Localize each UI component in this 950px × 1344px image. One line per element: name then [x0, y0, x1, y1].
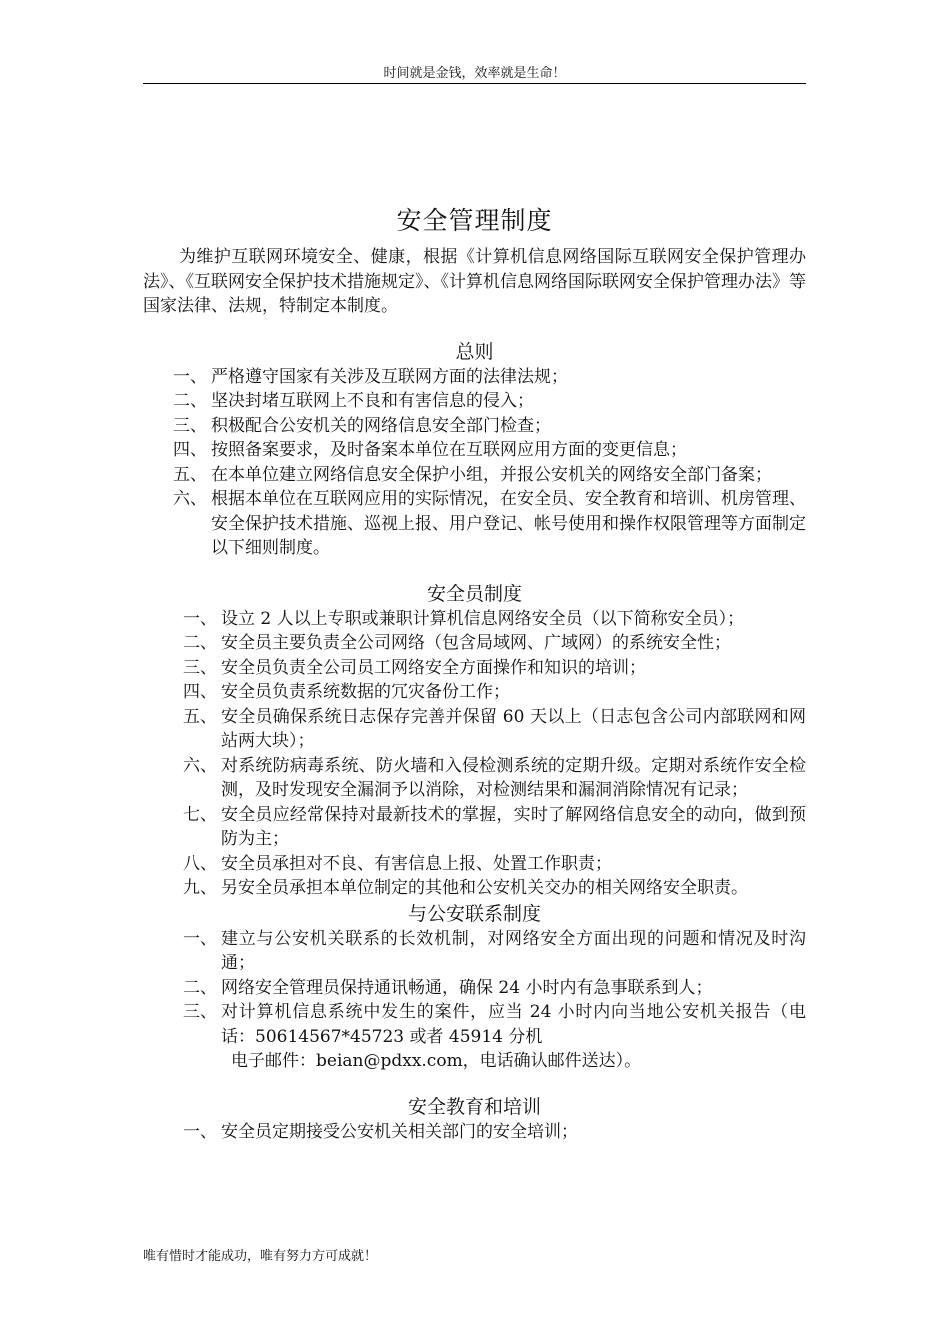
item-text: 建立与公安机关联系的长效机制，对网络安全方面出现的问题和情况及时沟通；	[221, 928, 806, 973]
list-item	[143, 876, 806, 901]
list-item	[143, 976, 806, 1001]
general-section	[143, 339, 806, 561]
section-title-education: 安全教育和培训	[407, 1095, 541, 1118]
list-item	[143, 927, 806, 976]
item-number: 一、	[183, 1121, 217, 1142]
item-number: 一、	[183, 608, 217, 629]
item-text: 安全员确保系统日志保存完善并保留 60 天以上（日志包含公司内部联网和网站两大块）；	[221, 706, 806, 751]
item-number: 六、	[183, 755, 217, 776]
education-section	[143, 1094, 806, 1145]
list-item	[143, 705, 806, 754]
item-text: 根据本单位在互联网应用的实际情况，在安全员、安全教育和培训、机房管理、安全保护技术措施、巡视上报、用户登记、帐号使用和操作权限管理等方面制定以下细则制度。	[211, 489, 806, 558]
item-number: 四、	[183, 682, 217, 702]
footer-slogan: 唯有惜时才能成功，唯有努力方可成就！	[143, 1249, 378, 1264]
item-text: 对计算机信息系统中发生的案件，应当 24 小时内向当地公安机关报告（电话：50614567*45723 或者 45914 分机	[221, 1002, 806, 1047]
item-number: 七、	[183, 804, 217, 825]
item-number: 五、	[173, 464, 207, 485]
section-title-police-liaison: 与公安联系制度	[407, 902, 541, 925]
item-text: 坚决封堵互联网上不良和有害信息的侵入；	[211, 391, 534, 411]
list-item	[143, 803, 806, 852]
item-number: 三、	[173, 415, 207, 436]
list-item	[143, 1000, 806, 1049]
item-text: 网络安全管理员保持通讯畅通，确保 24 小时内有急事联系到人；	[221, 977, 713, 998]
item-number: 二、	[183, 977, 217, 998]
list-item	[143, 487, 806, 561]
list-item	[143, 852, 806, 877]
list-item	[143, 365, 806, 390]
list-item	[143, 438, 806, 463]
document-body	[143, 200, 806, 1144]
item-number: 三、	[183, 657, 217, 678]
item-text: 安全员应经常保持对最新技术的掌握，实时了解网络信息安全的动向，做到预防为主；	[221, 804, 806, 849]
item-text: 安全员主要负责全公司网络（包含局域网、广域网）的系统安全性；	[221, 633, 731, 653]
item-number: 四、	[173, 440, 207, 460]
item-text: 安全员负责系统数据的冗灾备份工作；	[221, 682, 510, 702]
list-item	[143, 389, 806, 414]
security-officer-section	[143, 581, 806, 901]
item-text: 设立 2 人以上专职或兼职计算机信息网络安全员（以下简称安全员）；	[221, 608, 745, 629]
list-item	[143, 680, 806, 705]
list-item	[143, 607, 806, 632]
item-text: 按照备案要求，及时备案本单位在互联网应用方面的变更信息；	[211, 440, 687, 460]
list-item	[143, 463, 806, 488]
item-text: 安全员定期接受公安机关相关部门的安全培训；	[221, 1121, 578, 1142]
item-text: 积极配合公安机关的网络信息安全部门检查；	[211, 415, 551, 436]
item-text: 安全员承担对不良、有害信息上报、处置工作职责；	[221, 853, 612, 874]
item-text: 对系统防病毒系统、防火墙和入侵检测系统的定期升级。定期对系统作安全检测，及时发现安全漏洞予以消除，对检测结果和漏洞消除情况有记录；	[221, 755, 806, 800]
item-text: 安全员负责全公司员工网络安全方面操作和知识的培训；	[221, 657, 646, 678]
police-liaison-section	[143, 901, 806, 1074]
item-number: 九、	[183, 878, 217, 898]
header-slogan: 时间就是金钱，效率就是生命！	[383, 66, 566, 81]
item-text: 严格遵守国家有关涉及互联网方面的法律法规；	[211, 366, 568, 387]
item-number: 二、	[173, 391, 207, 411]
item-number: 三、	[183, 1002, 217, 1022]
item-number: 一、	[173, 366, 207, 387]
item-text: 在本单位建立网络信息安全保护小组，并报公安机关的网络安全部门备案；	[211, 464, 772, 485]
item-number: 二、	[183, 633, 217, 653]
section-title-security-officer: 安全员制度	[426, 582, 522, 605]
item-number: 六、	[173, 489, 207, 509]
list-item	[143, 1120, 806, 1145]
item-text: 另安全员承担本单位制定的其他和公安机关交办的相关网络安全职责。	[221, 878, 748, 898]
header-divider	[143, 83, 806, 84]
intro-paragraph: 为维护互联网环境安全、健康，根据《计算机信息网络国际互联网安全保护管理办法》、《互联网安全保护技术措施规定》、《计算机信息网络国际联网安全保护管理办法》等国家法律、法规，特制定本制度。	[143, 247, 806, 316]
item-number: 八、	[183, 853, 217, 874]
item-number: 一、	[183, 928, 217, 949]
item-number: 五、	[183, 706, 217, 727]
list-item	[143, 754, 806, 803]
document-title: 安全管理制度	[396, 206, 553, 235]
list-item	[143, 631, 806, 656]
section-title-general: 总则	[455, 340, 494, 363]
email-contact-line: 电子邮件：beian@pdxx.com，电话确认邮件送达）。	[231, 1051, 642, 1071]
list-item	[143, 656, 806, 681]
list-item	[143, 414, 806, 439]
